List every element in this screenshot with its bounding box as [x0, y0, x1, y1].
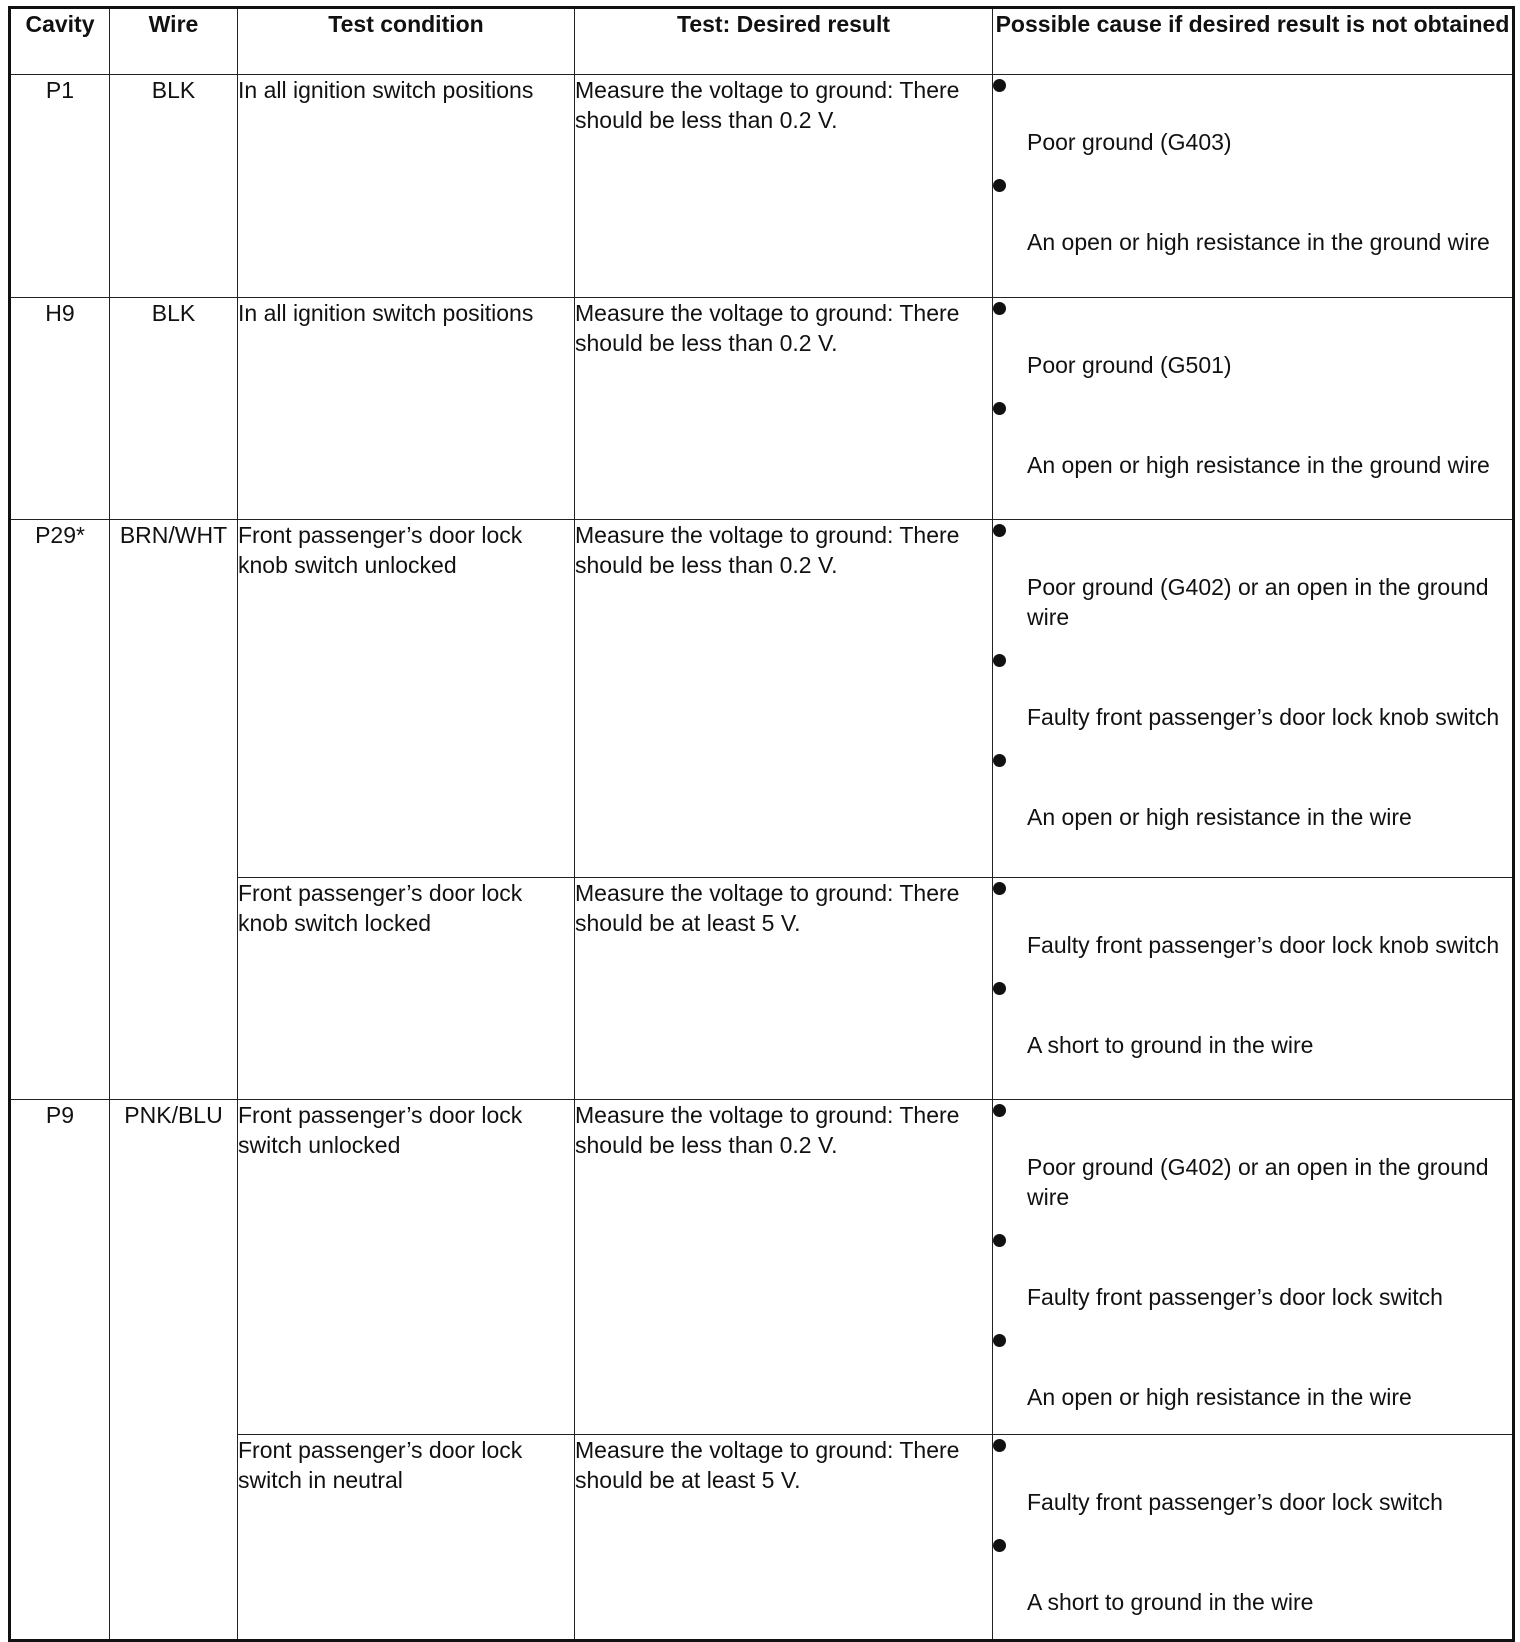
cause-item	[993, 1539, 1512, 1617]
cavity-cell: P1	[10, 75, 110, 298]
condition-cell: Front passenger’s door lock knob switch unlocked	[238, 520, 575, 878]
table-row	[10, 520, 1514, 878]
cause-text: Faulty front passenger’s door lock switch	[1027, 1284, 1443, 1310]
cause-item	[993, 654, 1512, 732]
bullet-icon	[993, 1539, 1007, 1563]
condition-cell: Front passenger’s door lock switch unlocked	[238, 1100, 575, 1435]
cause-item	[993, 882, 1512, 960]
cause-item	[993, 302, 1512, 380]
cavity-cell: P9	[10, 1100, 110, 1641]
result-cell: Measure the voltage to ground: There should be less than 0.2 V.	[575, 298, 993, 520]
table-row	[10, 75, 1514, 298]
cause-item	[993, 402, 1512, 480]
wire-cell: BLK	[110, 298, 238, 520]
cause-cell	[993, 878, 1514, 1100]
bullet-icon	[993, 654, 1007, 678]
cause-text: Faulty front passenger’s door lock switch	[1027, 1489, 1443, 1515]
header-wire: Wire	[110, 8, 238, 75]
bullet-icon	[993, 1439, 1007, 1463]
bullet-icon	[993, 302, 1007, 326]
cause-item	[993, 1234, 1512, 1312]
cause-cell	[993, 1100, 1514, 1435]
cause-item	[993, 1334, 1512, 1412]
cause-text: A short to ground in the wire	[1027, 1589, 1314, 1615]
table-row	[10, 298, 1514, 520]
cause-text: An open or high resistance in the wire	[1027, 1384, 1412, 1410]
bullet-icon	[993, 1334, 1007, 1358]
cause-item	[993, 1104, 1512, 1212]
header-cavity: Cavity	[10, 8, 110, 75]
cause-text: Poor ground (G402) or an open in the ground wire	[1027, 1154, 1489, 1210]
cause-cell	[993, 298, 1514, 520]
cause-cell	[993, 520, 1514, 878]
cause-item	[993, 754, 1512, 832]
cause-item	[993, 982, 1512, 1060]
condition-cell: In all ignition switch positions	[238, 75, 575, 298]
cause-text: A short to ground in the wire	[1027, 1032, 1314, 1058]
test-table	[8, 6, 1515, 1642]
bullet-icon	[993, 79, 1007, 103]
bullet-icon	[993, 754, 1007, 778]
cause-item	[993, 179, 1512, 257]
result-cell: Measure the voltage to ground: There should be at least 5 V.	[575, 1435, 993, 1641]
bullet-icon	[993, 882, 1007, 906]
result-cell: Measure the voltage to ground: There should be at least 5 V.	[575, 878, 993, 1100]
cause-text: An open or high resistance in the ground wire	[1027, 229, 1490, 255]
cause-text: Faulty front passenger’s door lock knob switch	[1027, 932, 1500, 958]
cavity-cell: P29*	[10, 520, 110, 1100]
header-test-condition: Test condition	[238, 8, 575, 75]
wire-cell: BRN/WHT	[110, 520, 238, 1100]
result-cell: Measure the voltage to ground: There should be less than 0.2 V.	[575, 1100, 993, 1435]
cause-item	[993, 1439, 1512, 1517]
bullet-icon	[993, 402, 1007, 426]
header-row	[10, 8, 1514, 75]
cause-text: Faulty front passenger’s door lock knob switch	[1027, 704, 1500, 730]
bullet-icon	[993, 1104, 1007, 1128]
cause-text: Poor ground (G402) or an open in the ground wire	[1027, 574, 1489, 630]
wire-cell: BLK	[110, 75, 238, 298]
cause-text: Poor ground (G403)	[1027, 129, 1232, 155]
bullet-icon	[993, 524, 1007, 548]
cause-item	[993, 79, 1512, 157]
result-cell: Measure the voltage to ground: There should be less than 0.2 V.	[575, 520, 993, 878]
cause-item	[993, 524, 1512, 632]
header-desired-result: Test: Desired result	[575, 8, 993, 75]
cause-cell	[993, 75, 1514, 298]
cause-cell	[993, 1435, 1514, 1641]
cause-text: An open or high resistance in the wire	[1027, 804, 1412, 830]
wire-cell: PNK/BLU	[110, 1100, 238, 1641]
result-cell: Measure the voltage to ground: There should be less than 0.2 V.	[575, 75, 993, 298]
table-row	[10, 1100, 1514, 1435]
header-possible-cause: Possible cause if desired result is not obtained	[993, 8, 1514, 75]
cause-text: An open or high resistance in the ground wire	[1027, 452, 1490, 478]
cause-text: Poor ground (G501)	[1027, 352, 1232, 378]
cavity-cell: H9	[10, 298, 110, 520]
bullet-icon	[993, 179, 1007, 203]
condition-cell: Front passenger’s door lock knob switch locked	[238, 878, 575, 1100]
condition-cell: In all ignition switch positions	[238, 298, 575, 520]
bullet-icon	[993, 1234, 1007, 1258]
bullet-icon	[993, 982, 1007, 1006]
condition-cell: Front passenger’s door lock switch in neutral	[238, 1435, 575, 1641]
